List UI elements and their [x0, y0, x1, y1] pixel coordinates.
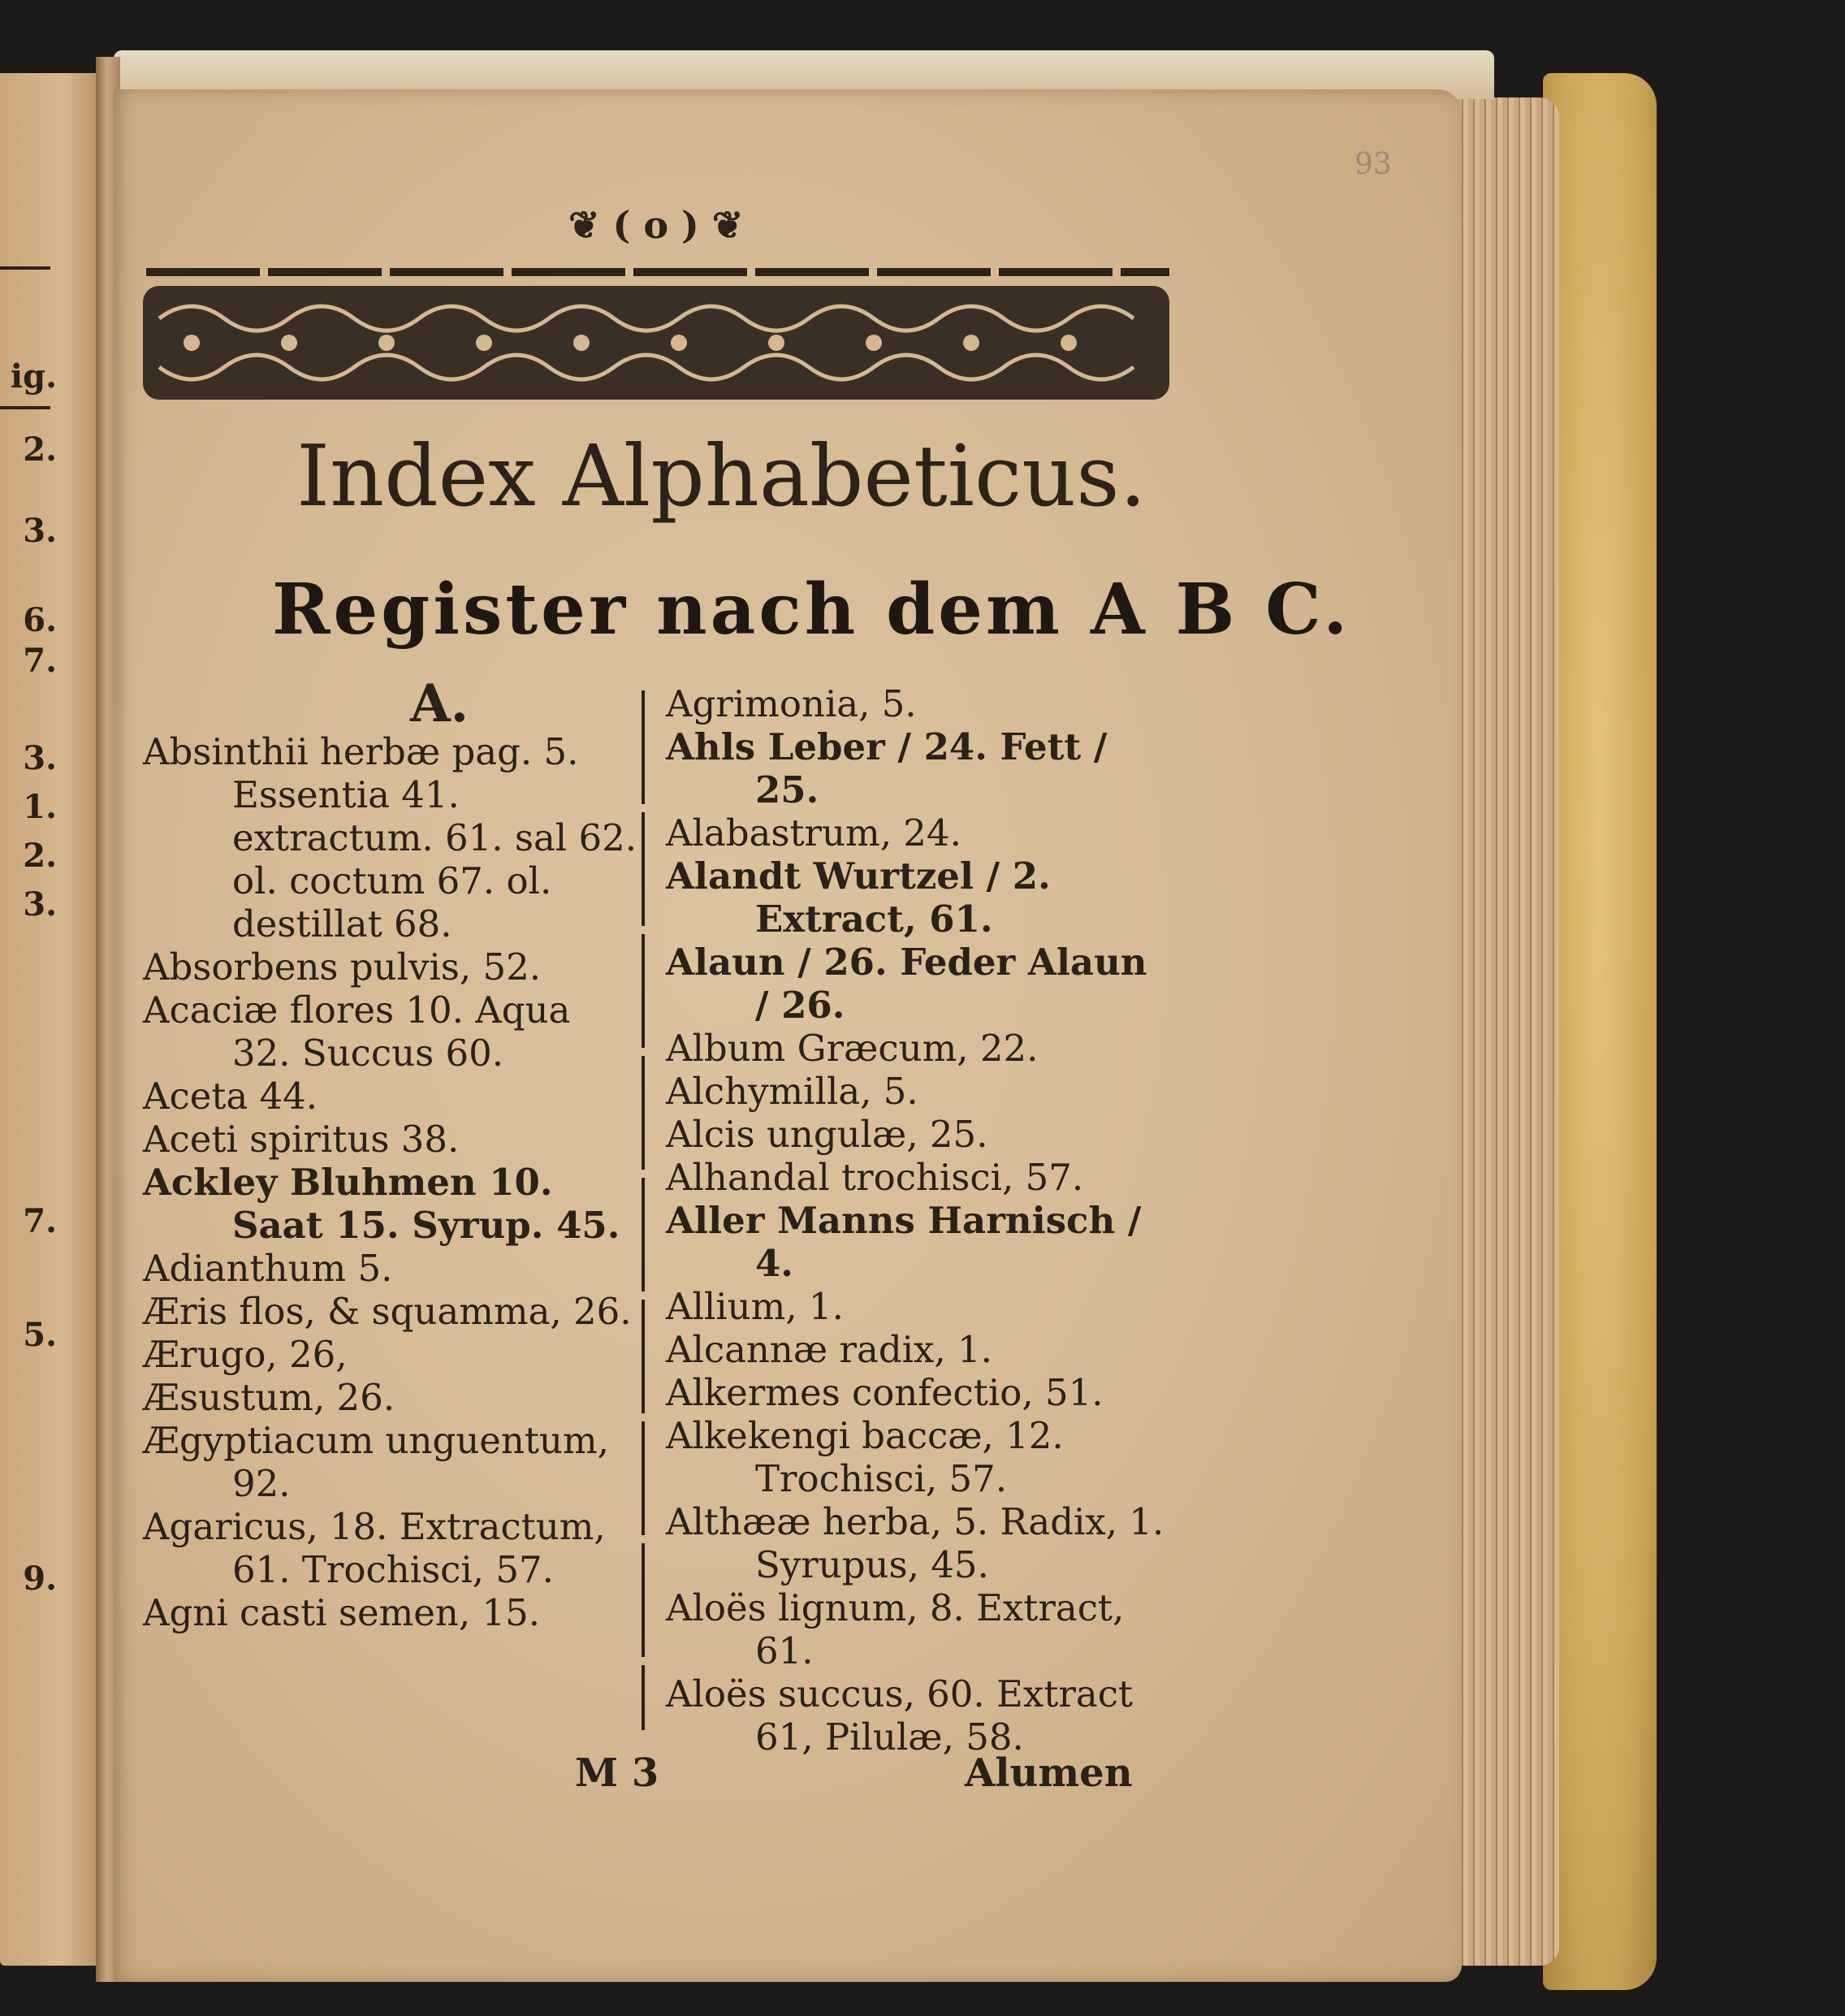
index-entry: Album Græcum, 22. — [666, 1027, 1039, 1070]
index-entry: Agni casti semen, 15. — [143, 1591, 541, 1634]
left-fragment: 3. — [23, 885, 57, 924]
head-rule — [146, 268, 1169, 276]
index-entry: Agrimonia, 5. — [666, 682, 917, 725]
index-entry: Allium, 1. — [666, 1285, 844, 1328]
index-entry: Alabastrum, 24. — [666, 811, 961, 854]
index-entry: Aller Manns Harnisch / 4. — [666, 1199, 1142, 1285]
index-entry: Aceti spiritus 38. — [143, 1118, 460, 1161]
index-entry: Alkermes confectio, 51. — [666, 1371, 1104, 1414]
index-entry: Alcis ungulæ, 25. — [666, 1113, 988, 1156]
column-divider — [642, 690, 645, 1730]
index-entry: Alaun / 26. Feder Alaun / 26. — [666, 941, 1147, 1027]
index-entry: Aloës succus, 60. Extract 61, Pilulæ, 58. — [666, 1672, 1133, 1759]
signature-mark: M 3 — [575, 1750, 659, 1796]
page-subtitle: Register nach dem A B C. — [272, 569, 1351, 651]
left-fragment: 7. — [23, 642, 57, 680]
index-entry: Aloës lignum, 8. Extract, 61. — [666, 1586, 1125, 1672]
index-entry: Adianthum 5. — [143, 1247, 393, 1290]
index-entry: Absinthii herbæ pag. 5. Essentia 41. extractum. 61. sal 62. ol. coctum 67. ol. destillat 68. — [143, 730, 637, 945]
index-entry: Alandt Wurtzel / 2. Extract, 61. — [666, 854, 1051, 941]
catchword: Alumen — [965, 1750, 1133, 1796]
index-entry: Æris flos, & squamma, 26. — [143, 1290, 632, 1333]
right-column — [666, 682, 1169, 1759]
index-entry: Ægyptiacum unguentum, 92. — [143, 1419, 609, 1505]
index-entry: Æsustum, 26. — [143, 1376, 395, 1419]
left-page-rule — [0, 266, 50, 270]
index-entry: Ackley Bluhmen 10. Saat 15. Syrup. 45. — [143, 1161, 620, 1247]
index-entry: Acaciæ flores 10. Aqua 32. Succus 60. — [143, 989, 571, 1075]
left-fragment: 6. — [23, 601, 57, 639]
index-entry: Ahls Leber / 24. Fett / 25. — [666, 725, 1108, 811]
left-fragment: 5. — [23, 1316, 57, 1354]
index-entry: Althææ herba, 5. Radix, 1. Syrupus, 45. — [666, 1500, 1164, 1586]
left-fragment: 3. — [23, 512, 57, 550]
left-column — [143, 673, 638, 1634]
page-edges — [1445, 97, 1559, 1966]
index-entry: Alkekengi baccæ, 12. Trochisci, 57. — [666, 1414, 1064, 1500]
page-title: Index Alphabeticus. — [296, 426, 1147, 526]
left-fragment: 9. — [23, 1560, 57, 1598]
index-entry: Alcannæ radix, 1. — [666, 1328, 992, 1371]
left-fragment: 7. — [23, 1202, 57, 1240]
index-entry: Aceta 44. — [143, 1075, 318, 1118]
left-fragment: 1. — [23, 788, 57, 826]
left-fragment: 2. — [23, 837, 57, 875]
running-head: ❦ ( o ) ❦ — [568, 203, 744, 247]
index-entry: Ærugo, 26, — [143, 1333, 348, 1376]
left-fragment: 2. — [23, 430, 57, 469]
book-cover — [1543, 73, 1657, 1990]
left-page-rule — [0, 406, 50, 409]
ornamental-band-icon — [143, 286, 1169, 400]
index-entry: Absorbens pulvis, 52. — [143, 945, 542, 989]
index-entry: Agaricus, 18. Extractum, 61. Trochisci, 57. — [143, 1505, 606, 1591]
pencil-note: 93 — [1355, 148, 1392, 181]
left-fragment: 3. — [23, 739, 57, 777]
left-fragment: ig. — [10, 357, 57, 396]
index-entry: Alchymilla, 5. — [666, 1070, 918, 1113]
section-letter: A. — [410, 673, 469, 734]
left-page — [0, 73, 106, 1966]
index-entry: Alhandal trochisci, 57. — [666, 1156, 1084, 1199]
